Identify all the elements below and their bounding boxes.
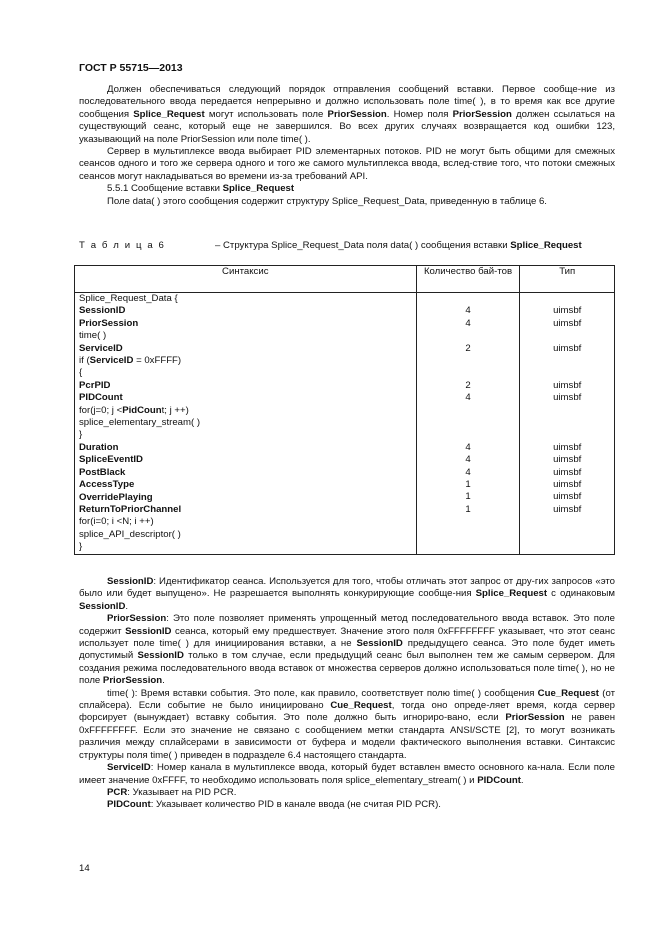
bold-term: Splice_Request xyxy=(475,588,548,600)
bold-term: ServiceID xyxy=(79,342,123,354)
byte-count-cell: 4 xyxy=(465,454,471,466)
byte-count-cell xyxy=(421,293,516,305)
type-column xyxy=(520,293,615,555)
type-cell xyxy=(524,405,610,417)
syntax-line xyxy=(79,479,412,491)
text-run: : Идентификатор сеанса. Используется для того, чтобы отличать этот запрос от дру-гих запросов «это было или будет выпущено». Не разрешается выполнять конкурирующие сообще-ния xyxy=(79,576,615,600)
byte-count-cell: 2 xyxy=(465,342,471,354)
bold-term: Splice_Request xyxy=(222,183,295,195)
text-run: : Номер канала в мультиплексе ввода, который будет вставлен вместо основного ка-нала. Если поле имеет значение 0xFFFF, то необходимо использовать поля splice_elementary_stream( ) и xyxy=(79,762,615,786)
byte-count-cell: 4 xyxy=(465,441,471,453)
text-run: : Это поле позволяет применять упрощенный метод последовательного ввода вставок. Это поле содержит xyxy=(79,613,615,637)
syntax-line xyxy=(79,380,412,392)
type-cell xyxy=(524,429,610,441)
type-cell xyxy=(524,355,610,367)
bold-term: SessionID xyxy=(137,650,184,662)
type-cell xyxy=(524,293,610,305)
text-run: не равен 0xFFFFFFFF. Если это значение не связано с сообщением метки стандарта ANSI/SCTE [2], то могут возникать различия между сплайсерами в зависимости от буфера и модели фактического выполнения вставки. Синтаксис структуры поля time( ) приведен в подразделе 6.4 настоящего стандарта. xyxy=(79,712,615,761)
byte-count-cell xyxy=(421,405,516,417)
text-run: могут использовать поле xyxy=(204,108,328,120)
type-cell: uimsbf xyxy=(553,342,582,354)
bold-term: Splice_Request xyxy=(133,108,205,120)
page-number: 14 xyxy=(79,863,90,874)
byte-count-cell xyxy=(421,429,516,441)
byte-count-cell: 4 xyxy=(465,392,471,404)
syntax-line xyxy=(79,541,412,553)
type-cell xyxy=(524,516,610,528)
text-run: . xyxy=(125,600,129,612)
syntax-line xyxy=(79,305,412,317)
bold-term: PostBlack xyxy=(79,466,126,478)
type-cell: uimsbf xyxy=(553,503,582,515)
byte-count-cell xyxy=(421,417,516,429)
table-label: Т а б л и ц а 6 xyxy=(79,240,166,251)
header-type: Тип xyxy=(520,266,615,293)
text-run: for(j=0; j < xyxy=(79,404,123,416)
intro-paragraph-4 xyxy=(79,196,615,208)
type-cell xyxy=(524,367,610,379)
bold-term: PriorSession xyxy=(505,712,565,724)
bold-term: AccessType xyxy=(79,479,135,491)
syntax-line xyxy=(79,529,412,541)
syntax-column xyxy=(75,293,417,555)
header-syntax: Синтаксис xyxy=(75,266,417,293)
text-run: Сервер в мультиплексе ввода выбирает PID элементарных потоков. PID не могут быть общими для смежных сеансов одного и того же сервера одного и того же самого мультиплекса ввода, вслед-ствие того, что потоки смежных сеансов могут накладываться во времени из-за требований API. xyxy=(79,146,615,182)
syntax-line xyxy=(79,492,412,504)
type-cell xyxy=(524,330,610,342)
intro-section xyxy=(79,84,615,208)
text-run: сеанса, который ему предшествует. Значение этого поля 0xFFFFFFFF указывает, что этот сеанс использует поле time( ) для инициирования вставки, а не xyxy=(79,625,615,650)
bold-term: PIDCount xyxy=(79,392,123,404)
text-run: Должен обеспечиваться следующий порядок отправления сообщений вставки. Первое сообще-ние из последовательного ввода передается непрерывно и должно использовать поле time( ), в то время как все другие сообщения xyxy=(79,84,615,120)
text-run: time( ): Время вставки события. Это поле, как правило, соответствует полю time( ) сообщения xyxy=(107,687,538,699)
syntax-line xyxy=(79,516,412,528)
text-run: . xyxy=(162,675,165,687)
syntax-line xyxy=(79,330,412,342)
type-cell: uimsbf xyxy=(553,392,582,404)
intro-paragraph-1 xyxy=(79,84,615,146)
text-run: = 0xFFFF) xyxy=(133,355,182,367)
bold-term: Cue_Request xyxy=(537,687,599,699)
byte-count-cell xyxy=(421,541,516,553)
type-cell: uimsbf xyxy=(553,379,582,391)
splice-request-table xyxy=(74,265,615,555)
bold-term: PIDCount xyxy=(477,774,521,786)
syntax-line xyxy=(79,454,412,466)
text-run: должен ссылаться на существующий сеанс, который еще не завершился. Во всех других случаях возвращается код ошибки 123, указывающий на поле PriorSession или поле time( ). xyxy=(79,108,615,145)
field-description-paragraph xyxy=(79,799,615,811)
type-cell: uimsbf xyxy=(553,441,582,453)
byte-count-lines xyxy=(421,293,516,553)
type-cell: uimsbf xyxy=(553,478,582,490)
bold-term: PriorSession xyxy=(79,317,139,329)
text-run: 5.5.1 Сообщение вставки xyxy=(107,183,223,195)
section-heading-5-5-1 xyxy=(79,183,615,195)
field-description-paragraph xyxy=(79,762,615,787)
type-cell xyxy=(524,417,610,429)
bold-term: SessionID xyxy=(79,600,126,612)
bold-term: PcrPID xyxy=(79,379,111,391)
intro-paragraph-2 xyxy=(79,146,615,183)
text-run: Поле data( ) этого сообщения содержит структуру Splice_Request_Data, приведенную в таблице 6. xyxy=(107,195,547,207)
byte-count-cell xyxy=(421,529,516,541)
syntax-line xyxy=(79,367,412,379)
byte-count-cell: 4 xyxy=(465,466,471,478)
text-run: for(i=0; i <N; i ++) xyxy=(79,516,154,528)
table-title xyxy=(215,240,615,252)
byte-count-cell xyxy=(421,330,516,342)
bold-term: SessionID xyxy=(356,638,403,650)
bold-term: ServiceID xyxy=(89,355,134,367)
text-run: if ( xyxy=(79,355,90,367)
standard-header: ГОСТ Р 55715—2013 xyxy=(79,62,183,74)
text-run: } xyxy=(79,541,83,553)
byte-count-cell xyxy=(421,516,516,528)
byte-count-cell: 4 xyxy=(465,317,471,329)
bold-term: SessionID xyxy=(107,576,154,587)
byte-count-cell: 1 xyxy=(465,491,471,503)
syntax-lines xyxy=(79,293,412,554)
syntax-line xyxy=(79,467,412,479)
type-cell: uimsbf xyxy=(553,491,582,503)
text-run: time( ) xyxy=(79,330,107,342)
text-run: Splice_Request_Data { xyxy=(79,293,178,304)
text-run: с одинаковым xyxy=(547,588,615,600)
bold-term: PriorSession xyxy=(102,675,163,687)
field-description-paragraph xyxy=(79,787,615,799)
syntax-line xyxy=(79,442,412,454)
text-run: – Структура Splice_Request_Data поля data( ) сообщения вставки xyxy=(215,240,511,251)
text-run: предыдущего сеанса. Это поле будет иметь допустимый xyxy=(79,638,615,662)
bold-term: PriorSession xyxy=(327,108,387,120)
bold-term: Duration xyxy=(79,441,119,453)
text-run: splice_API_descriptor( ) xyxy=(79,528,181,540)
byte-count-cell: 1 xyxy=(465,503,471,515)
text-run: t; j ++) xyxy=(161,404,189,416)
field-description-paragraph xyxy=(79,613,615,687)
text-run: , тогда оно опреде-ляет время, когда сервер форсирует (вынуждает) вставку события. Это поле должно быть игнориро-вано, если xyxy=(79,700,615,724)
type-cell xyxy=(524,541,610,553)
text-run: : Указывает количество PID в канале ввода (не считая PID PCR). xyxy=(150,799,441,811)
byte-count-cell: 2 xyxy=(465,379,471,391)
type-cell xyxy=(524,529,610,541)
text-run: . xyxy=(520,774,524,786)
bold-term: ServiceID xyxy=(107,762,151,774)
syntax-line xyxy=(79,504,412,516)
text-run: splice_elementary_stream( ) xyxy=(79,417,201,429)
type-lines xyxy=(524,293,610,553)
byte-count-cell: 1 xyxy=(465,478,471,490)
syntax-line xyxy=(79,417,412,429)
type-cell: uimsbf xyxy=(553,305,582,317)
type-cell: uimsbf xyxy=(553,454,582,466)
bold-term: PidCoun xyxy=(122,404,162,416)
bold-term: PriorSession xyxy=(107,613,167,625)
bold-term: SessionID xyxy=(125,625,172,637)
text-run: : Указывает на PID PCR. xyxy=(127,786,237,798)
byte-count-column xyxy=(416,293,520,555)
text-run: } xyxy=(79,429,83,441)
table-body-row xyxy=(75,293,615,555)
text-run: (от сплайсера). Если событие не было инициировано xyxy=(79,687,615,712)
text-run: только в том случае, если предыдущий сеанс был выполнен тем же самым сервером. Для создания режима последовательного ввода вставок от множества серверов должно использоваться поле time( ), но не поле xyxy=(79,650,615,687)
type-cell: uimsbf xyxy=(553,466,582,478)
syntax-line xyxy=(79,392,412,404)
syntax-line xyxy=(79,318,412,330)
text-run: . Номер поля xyxy=(386,108,453,120)
syntax-line xyxy=(79,343,412,355)
bold-term: PriorSession xyxy=(452,108,512,120)
field-description-paragraph xyxy=(79,688,615,762)
bold-term: SessionID xyxy=(79,305,126,317)
syntax-line xyxy=(79,355,412,367)
byte-count-cell: 4 xyxy=(465,305,471,317)
byte-count-cell xyxy=(421,355,516,367)
bold-term: Splice_Request xyxy=(510,240,582,251)
syntax-line xyxy=(79,405,412,417)
bold-term: ReturnToPriorChannel xyxy=(79,503,182,515)
bold-term: PIDCount xyxy=(107,799,151,811)
field-description-paragraph xyxy=(79,576,615,613)
bold-term: PCR xyxy=(107,786,128,798)
byte-count-cell xyxy=(421,367,516,379)
bold-term: Cue_Request xyxy=(330,700,392,712)
syntax-line xyxy=(79,429,412,441)
type-cell: uimsbf xyxy=(553,317,582,329)
field-descriptions xyxy=(79,576,615,812)
bold-term: OverridePlaying xyxy=(79,491,153,503)
bold-term: SpliceEventID xyxy=(79,454,143,466)
text-run: { xyxy=(79,367,83,379)
table-header-row xyxy=(75,266,615,293)
header-byte-count: Количество бай-тов xyxy=(416,266,520,293)
syntax-line xyxy=(79,293,412,305)
